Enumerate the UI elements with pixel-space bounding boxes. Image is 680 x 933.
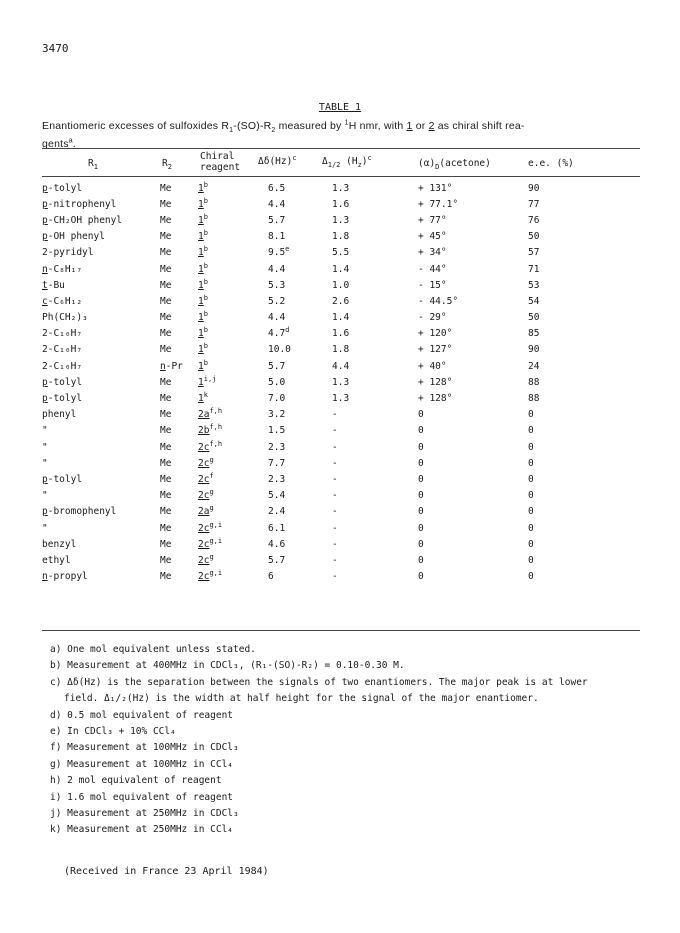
cell-r2: Me bbox=[160, 393, 172, 405]
cell-half-width: - bbox=[332, 409, 338, 421]
table-row bbox=[42, 423, 588, 439]
cell-delta: 4.4 bbox=[268, 312, 286, 324]
footnote: i) 1.6 mol equivalent of reagent bbox=[50, 791, 234, 803]
footnote: field. Δ₁/₂(Hz) is the width at half height for the signal of the major enantiomer. bbox=[64, 693, 539, 705]
cell-half-width: 1.4 bbox=[332, 263, 350, 275]
cell-ee: 0 bbox=[528, 490, 534, 502]
cell-reagent: $2c^f$ bbox=[198, 471, 214, 485]
table-row bbox=[42, 520, 588, 536]
cell-rotation: 0 bbox=[418, 425, 424, 437]
cell-delta: 4.7$^d$ bbox=[268, 326, 290, 340]
table-row bbox=[42, 536, 588, 552]
cell-reagent: 1$^b$ bbox=[198, 180, 208, 194]
cell-reagent: 1$^b$ bbox=[198, 358, 208, 372]
cell-r2: Me bbox=[160, 312, 172, 324]
cell-r2: Me bbox=[160, 506, 172, 518]
cell-delta: 5.7 bbox=[268, 214, 286, 226]
cell-delta: 6.5 bbox=[268, 182, 286, 194]
table-row bbox=[42, 569, 588, 585]
cell-half-width: 1.3 bbox=[332, 214, 350, 226]
cell-half-width: 1.8 bbox=[332, 344, 350, 356]
cell-reagent: 1$^b$ bbox=[198, 342, 208, 356]
cell-reagent: 1$^b$ bbox=[198, 277, 208, 291]
footnote: g) Measurement at 100MHz in CCl₄ bbox=[50, 758, 234, 770]
cell-ee: 71 bbox=[528, 263, 540, 275]
table-row bbox=[42, 293, 588, 309]
cell-delta: 2.4 bbox=[268, 506, 286, 518]
cell-r1: n-C₈H₁₇ bbox=[42, 263, 83, 275]
header-reagent: Chiral reagent bbox=[200, 151, 241, 173]
table-bottom-rule bbox=[42, 630, 640, 631]
cell-half-width: 2.6 bbox=[332, 295, 350, 307]
cell-delta: 4.4 bbox=[268, 263, 286, 275]
cell-half-width: 5.5 bbox=[332, 247, 350, 259]
cell-reagent: $2c^g$ bbox=[198, 488, 214, 502]
cell-r1: 2-C₁₀H₇ bbox=[42, 360, 83, 372]
cell-r2: Me bbox=[160, 247, 172, 259]
cell-r2: Me bbox=[160, 571, 172, 583]
cell-rotation: 0 bbox=[418, 441, 424, 453]
cell-rotation: 0 bbox=[418, 522, 424, 534]
table-row bbox=[42, 342, 588, 358]
cell-reagent: 1$^b$ bbox=[198, 196, 208, 210]
cell-r2: Me bbox=[160, 425, 172, 437]
table-row bbox=[42, 310, 588, 326]
cell-half-width: - bbox=[332, 473, 338, 485]
footnote: h) 2 mol equivalent of reagent bbox=[50, 775, 222, 787]
cell-r2: Me bbox=[160, 231, 172, 243]
cell-delta: 6 bbox=[268, 571, 274, 583]
cell-half-width: - bbox=[332, 538, 338, 550]
cell-r2: Me bbox=[160, 538, 172, 550]
cell-reagent: $2c^{g,i}$ bbox=[198, 568, 223, 583]
cell-delta: 5.7 bbox=[268, 554, 286, 566]
cell-half-width: 1.4 bbox=[332, 312, 350, 324]
cell-half-width: 1.6 bbox=[332, 198, 350, 210]
cell-reagent: $2c^g$ bbox=[198, 455, 214, 469]
cell-rotation: - 15° bbox=[418, 279, 447, 291]
cell-r1: p-OH phenyl bbox=[42, 231, 105, 243]
cell-r1: 2-pyridyl bbox=[42, 247, 94, 259]
cell-delta: 4.4 bbox=[268, 198, 286, 210]
table-row bbox=[42, 245, 588, 261]
header-half-width: $\Delta_{1/2}$ $(H_z)^c$ bbox=[322, 153, 372, 169]
table-row bbox=[42, 504, 588, 520]
cell-delta: 5.2 bbox=[268, 295, 286, 307]
cell-rotation: + 131° bbox=[418, 182, 453, 194]
footnote: b) Measurement at 400MHz in CDCl₃, (R₁-(SO)-R₂) = 0.10-0.30 M. bbox=[50, 660, 405, 672]
cell-delta: 5.7 bbox=[268, 360, 286, 372]
cell-rotation: + 128° bbox=[418, 393, 453, 405]
header-ee: e.e. (%) bbox=[528, 158, 574, 169]
table-row bbox=[42, 180, 588, 196]
table-row bbox=[42, 277, 588, 293]
footnote: a) One mol equivalent unless stated. bbox=[50, 644, 256, 655]
cell-rotation: + 128° bbox=[418, 376, 453, 388]
cell-ee: 0 bbox=[528, 473, 534, 485]
cell-half-width: - bbox=[332, 506, 338, 518]
cell-rotation: 0 bbox=[418, 538, 424, 550]
cell-r2: Me bbox=[160, 522, 172, 534]
cell-r1: " bbox=[42, 441, 48, 453]
cell-r1: " bbox=[42, 490, 48, 502]
cell-reagent: 1$^b$ bbox=[198, 229, 208, 243]
cell-r1: " bbox=[42, 522, 48, 534]
cell-reagent: 1$^b$ bbox=[198, 261, 208, 275]
page-number: 3470 bbox=[42, 42, 69, 55]
cell-ee: 57 bbox=[528, 247, 540, 259]
cell-r2: Me bbox=[160, 457, 172, 469]
cell-delta: 9.5e bbox=[268, 245, 290, 259]
cell-r2: Me bbox=[160, 473, 172, 485]
table-row bbox=[42, 212, 588, 228]
cell-ee: 85 bbox=[528, 328, 540, 340]
cell-r1: p-nitrophenyl bbox=[42, 198, 117, 210]
footnotes bbox=[50, 642, 640, 839]
cell-r2: Me bbox=[160, 554, 172, 566]
cell-rotation: 0 bbox=[418, 490, 424, 502]
cell-reagent: $2a^g$ bbox=[198, 504, 214, 518]
cell-r1: 2-C₁₀H₇ bbox=[42, 328, 83, 340]
cell-r2: Me bbox=[160, 214, 172, 226]
cell-reagent: $2c^g$ bbox=[198, 552, 214, 566]
cell-ee: 90 bbox=[528, 182, 540, 194]
cell-reagent: $2b^{f,h}$ bbox=[198, 423, 223, 437]
cell-rotation: - 29° bbox=[418, 312, 447, 324]
table-row bbox=[42, 407, 588, 423]
footnote: j) Measurement at 250MHz in CDCl₃ bbox=[50, 808, 239, 820]
cell-delta: 3.2 bbox=[268, 409, 286, 421]
cell-ee: 0 bbox=[528, 441, 534, 453]
cell-r1: Ph(CH₂)₃ bbox=[42, 312, 88, 324]
cell-ee: 0 bbox=[528, 457, 534, 469]
table-row bbox=[42, 326, 588, 342]
cell-ee: 88 bbox=[528, 393, 540, 405]
cell-ee: 50 bbox=[528, 231, 540, 243]
cell-delta: 7.7 bbox=[268, 457, 286, 469]
cell-rotation: 0 bbox=[418, 457, 424, 469]
cell-rotation: + 77° bbox=[418, 214, 447, 226]
table-row bbox=[42, 390, 588, 406]
header-rotation: $(\alpha)_D(acetone)$ bbox=[418, 158, 491, 171]
cell-r2: Me bbox=[160, 198, 172, 210]
cell-ee: 77 bbox=[528, 198, 540, 210]
table-row bbox=[42, 471, 588, 487]
cell-r1: " bbox=[42, 457, 48, 469]
cell-rotation: 0 bbox=[418, 554, 424, 566]
cell-reagent: 1$^b$ bbox=[198, 293, 208, 307]
cell-reagent: 1$^b$ bbox=[198, 326, 208, 340]
cell-r2: Me bbox=[160, 344, 172, 356]
cell-ee: 0 bbox=[528, 522, 534, 534]
cell-ee: 90 bbox=[528, 344, 540, 356]
cell-rotation: + 77.1° bbox=[418, 198, 459, 210]
cell-reagent: 1$^b$ bbox=[198, 245, 208, 259]
cell-ee: 0 bbox=[528, 554, 534, 566]
cell-r1: t-Bu bbox=[42, 279, 65, 291]
cell-rotation: + 120° bbox=[418, 328, 453, 340]
cell-reagent: $2a^{f,h}$ bbox=[198, 407, 223, 421]
cell-delta: 1.5 bbox=[268, 425, 286, 437]
cell-rotation: + 127° bbox=[418, 344, 453, 356]
cell-rotation: + 45° bbox=[418, 231, 447, 243]
cell-half-width: 1.3 bbox=[332, 182, 350, 194]
cell-r1: ethyl bbox=[42, 554, 71, 566]
cell-rotation: - 44.5° bbox=[418, 295, 459, 307]
cell-half-width: 1.8 bbox=[332, 231, 350, 243]
cell-r1: n-propyl bbox=[42, 571, 88, 583]
table-row bbox=[42, 552, 588, 568]
cell-rotation: 0 bbox=[418, 571, 424, 583]
cell-ee: 53 bbox=[528, 279, 540, 291]
table-row bbox=[42, 229, 588, 245]
cell-r2: Me bbox=[160, 376, 172, 388]
cell-half-width: 1.3 bbox=[332, 393, 350, 405]
footnote: f) Measurement at 100MHz in CDCl₃ bbox=[50, 742, 239, 754]
cell-r1: p-tolyl bbox=[42, 182, 83, 194]
cell-r2: Me bbox=[160, 409, 172, 421]
cell-delta: 5.0 bbox=[268, 376, 286, 388]
cell-half-width: 1.6 bbox=[332, 328, 350, 340]
cell-r1: 2-C₁₀H₇ bbox=[42, 344, 83, 356]
cell-half-width: 1.3 bbox=[332, 376, 350, 388]
table-row bbox=[42, 261, 588, 277]
cell-ee: 50 bbox=[528, 312, 540, 324]
cell-delta: 8.1 bbox=[268, 231, 286, 243]
cell-half-width: - bbox=[332, 441, 338, 453]
cell-reagent: 1$^k$ bbox=[198, 390, 208, 405]
cell-delta: 7.0 bbox=[268, 393, 286, 405]
table-row bbox=[42, 439, 588, 455]
cell-reagent: 1$^{i,j}$ bbox=[198, 374, 217, 388]
cell-r2: n-Pr bbox=[160, 360, 183, 372]
header-r1: $R_1$ bbox=[88, 158, 98, 171]
cell-rotation: + 40° bbox=[418, 360, 447, 372]
table-row bbox=[42, 374, 588, 390]
cell-half-width: - bbox=[332, 571, 338, 583]
cell-r1: p-tolyl bbox=[42, 376, 83, 388]
cell-r2: Me bbox=[160, 263, 172, 275]
footnote: e) In CDCl₃ + 10% CCl₄ bbox=[50, 726, 176, 738]
cell-r1: c-C₆H₁₂ bbox=[42, 295, 83, 307]
cell-ee: 0 bbox=[528, 409, 534, 421]
cell-r2: Me bbox=[160, 441, 172, 453]
cell-delta: 6.1 bbox=[268, 522, 286, 534]
received-date: (Received in France 23 April 1984) bbox=[64, 866, 269, 877]
footnote: c) Δδ(Hz) is the separation between the signals of two enantiomers. The major peak is at lower bbox=[50, 676, 588, 688]
table-row bbox=[42, 488, 588, 504]
table-caption: Enantiomeric excesses of sulfoxides $R_1-(SO)-R_2$ measured by $^1$H nmr, with 1 or 2 as chiral shift rea- gents$^a$. bbox=[42, 119, 525, 150]
footnote: k) Measurement at 250MHz in CCl₄ bbox=[50, 824, 234, 836]
cell-r1: phenyl bbox=[42, 409, 77, 421]
cell-r1: benzyl bbox=[42, 538, 77, 550]
cell-rotation: 0 bbox=[418, 409, 424, 421]
header-r2: $R_2$ bbox=[162, 158, 172, 171]
table-title: TABLE 1 bbox=[318, 102, 362, 113]
cell-rotation: 0 bbox=[418, 506, 424, 518]
header-delta: $\Delta\delta(Hz)^c$ bbox=[258, 153, 297, 167]
cell-reagent: $2c^{g,i}$ bbox=[198, 520, 223, 534]
cell-r1: p-tolyl bbox=[42, 473, 83, 485]
cell-ee: 24 bbox=[528, 360, 540, 372]
cell-ee: 54 bbox=[528, 295, 540, 307]
cell-rotation: + 34° bbox=[418, 247, 447, 259]
cell-delta: 5.4 bbox=[268, 490, 286, 502]
cell-ee: 0 bbox=[528, 425, 534, 437]
cell-rotation: 0 bbox=[418, 473, 424, 485]
cell-reagent: $2c^{f,h}$ bbox=[198, 439, 223, 453]
cell-half-width: - bbox=[332, 490, 338, 502]
cell-reagent: 1$^b$ bbox=[198, 212, 208, 226]
cell-half-width: 4.4 bbox=[332, 360, 350, 372]
cell-r1: p-tolyl bbox=[42, 393, 83, 405]
cell-delta: 10.0 bbox=[268, 344, 291, 356]
cell-half-width: - bbox=[332, 522, 338, 534]
footnote: d) 0.5 mol equivalent of reagent bbox=[50, 709, 234, 721]
cell-reagent: 1$^b$ bbox=[198, 309, 208, 324]
cell-ee: 0 bbox=[528, 538, 534, 550]
cell-delta: 2.3 bbox=[268, 441, 286, 453]
cell-delta: 5.3 bbox=[268, 279, 286, 291]
cell-ee: 0 bbox=[528, 506, 534, 518]
table-header-rule bbox=[42, 176, 640, 177]
cell-r1: " bbox=[42, 425, 48, 437]
cell-half-width: - bbox=[332, 425, 338, 437]
cell-r2: Me bbox=[160, 182, 172, 194]
cell-r2: Me bbox=[160, 295, 172, 307]
cell-r2: Me bbox=[160, 328, 172, 340]
table-row bbox=[42, 196, 588, 212]
cell-rotation: - 44° bbox=[418, 263, 447, 275]
cell-r2: Me bbox=[160, 279, 172, 291]
table-top-rule bbox=[42, 148, 640, 149]
cell-ee: 76 bbox=[528, 214, 540, 226]
cell-half-width: 1.0 bbox=[332, 279, 350, 291]
cell-ee: 0 bbox=[528, 571, 534, 583]
cell-half-width: - bbox=[332, 554, 338, 566]
cell-reagent: $2c^{g,i}$ bbox=[198, 536, 223, 550]
table-row bbox=[42, 455, 588, 471]
cell-r2: Me bbox=[160, 490, 172, 502]
cell-delta: 4.6 bbox=[268, 538, 286, 550]
cell-delta: 2.3 bbox=[268, 473, 286, 485]
cell-ee: 88 bbox=[528, 376, 540, 388]
cell-r1: p-CH₂OH phenyl bbox=[42, 214, 123, 226]
cell-r1: p-bromophenyl bbox=[42, 506, 117, 518]
table-row bbox=[42, 358, 588, 374]
data-table bbox=[42, 180, 588, 585]
cell-half-width: - bbox=[332, 457, 338, 469]
